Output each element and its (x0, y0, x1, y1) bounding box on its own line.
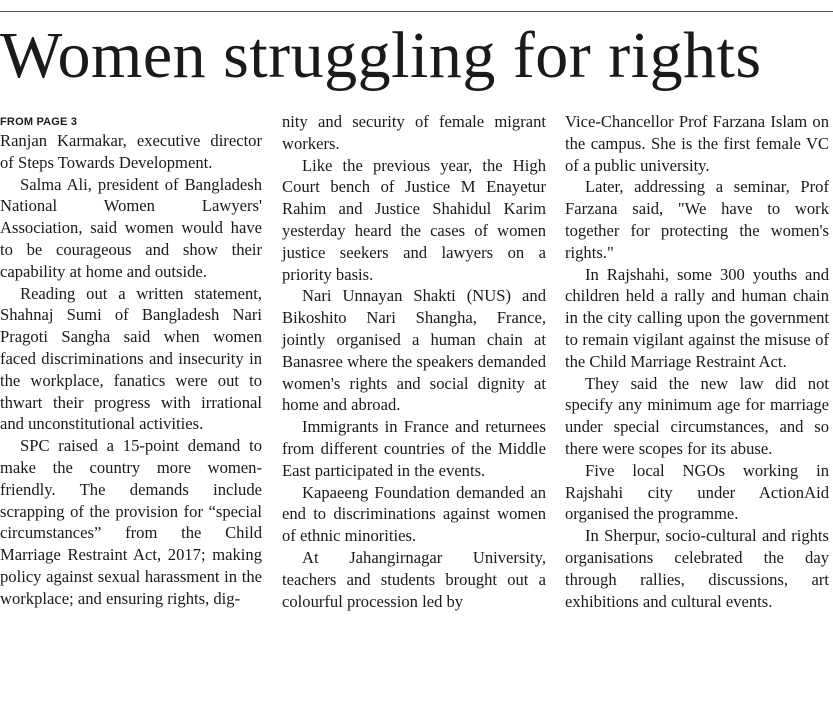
article-column-3 (565, 111, 829, 612)
continuation-kicker: FROM PAGE 3 (0, 116, 78, 128)
top-rule (0, 11, 833, 12)
paragraph: Five local NGOs working in Rajshahi city under ActionAid organised the programme. (565, 460, 829, 524)
paragraph: Later, addressing a seminar, Prof Farzana said, "We have to work together for protecting the women's rights." (565, 177, 829, 262)
paragraph: In Sherpur, socio-cultural and rights organisations celebrated the day through rallies, discussions, art exhibitions and cultural events. (565, 526, 829, 611)
article-column-1 (0, 111, 262, 610)
headline: Women struggling for rights (0, 19, 762, 92)
paragraph: Ranjan Karmakar, executive director of Steps Towards Development. (0, 131, 262, 172)
paragraph: Vice-Chancellor Prof Farzana Islam on the campus. She is the first female VC of a public university. (565, 112, 829, 175)
paragraph: They said the new law did not specify any minimum age for marriage under special circumstances, and so there were scopes for its abuse. (565, 373, 829, 458)
paragraph: Nari Unnayan Shakti (NUS) and Bikoshito Nari Shangha, France, jointly organised a human chain at Banasree where the speakers demanded women's rights and social dignity at home and abroad. (282, 286, 546, 415)
paragraph: In Rajshahi, some 300 youths and children held a rally and human chain in the city calling upon the government to remain vigilant against the misuse of the Child Marriage Restraint Act. (565, 264, 829, 371)
paragraph: Like the previous year, the High Court bench of Justice M Enayetur Rahim and Justice Shahidul Karim yesterday heard the cases of women justice seekers and lawyers on a priority basis. (282, 155, 546, 284)
article-column-2 (282, 111, 546, 612)
paragraph: Reading out a written statement, Shahnaj Sumi of Bangladesh Nari Pragoti Sangha said when women faced discriminations and insecurity in the workplace, fanatics were out to thwart their progress with irrational and unconstitutional activities. (0, 283, 262, 434)
paragraph: Immigrants in France and returnees from different countries of the Middle East participated in the events. (282, 417, 546, 480)
paragraph: At Jahangirnagar University, teachers and students brought out a colourful procession led by (282, 547, 546, 611)
paragraph: nity and security of female migrant workers. (282, 112, 546, 153)
paragraph: SPC raised a 15-point demand to make the country more women-friendly. The demands include scrapping of the provision for “special circumstances” from the Child Marriage Restraint Act, 2017; making policy against sexual harassment in the workplace; and ensuring rights, dig- (0, 436, 262, 608)
paragraph: Salma Ali, president of Bangladesh National Women Lawyers' Association, said women would have to be courageous and show their capability at home and outside. (0, 174, 262, 281)
paragraph: Kapaeeng Foundation demanded an end to discriminations against women of ethnic minorities. (282, 482, 546, 546)
